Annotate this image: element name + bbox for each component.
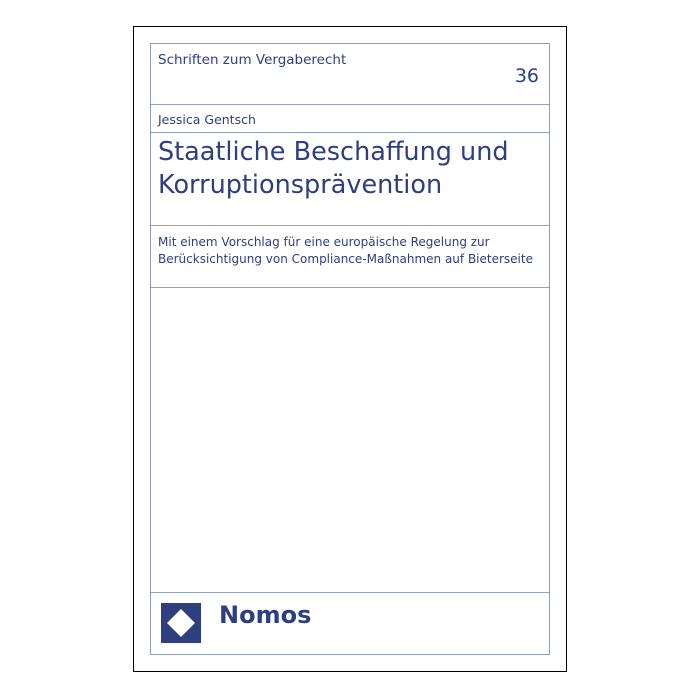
book-subtitle-line-1: Mit einem Vorschlag für eine europäische Regelung zur xyxy=(158,235,490,249)
author-divider xyxy=(151,132,549,133)
publisher-name: Nomos xyxy=(219,601,312,629)
author-name: Jessica Gentsch xyxy=(158,112,256,127)
book-title-line-1: Staatliche Beschaffung und xyxy=(158,137,509,167)
publisher-divider xyxy=(151,592,549,593)
cover-inner-frame xyxy=(150,43,550,655)
book-subtitle xyxy=(158,234,550,268)
title-divider xyxy=(151,225,549,226)
nomos-diamond-logo-icon xyxy=(161,603,201,643)
subtitle-divider xyxy=(151,287,549,288)
book-subtitle-line-2: Berücksichtigung von Compliance-Maßnahmen auf Bieterseite xyxy=(158,252,533,266)
series-name: Schriften zum Vergaberecht xyxy=(158,52,347,68)
series-divider xyxy=(151,104,549,105)
book-title-line-2: Korruptionsprävention xyxy=(158,170,443,200)
book-title xyxy=(158,136,548,202)
series-number: 36 xyxy=(514,65,539,87)
